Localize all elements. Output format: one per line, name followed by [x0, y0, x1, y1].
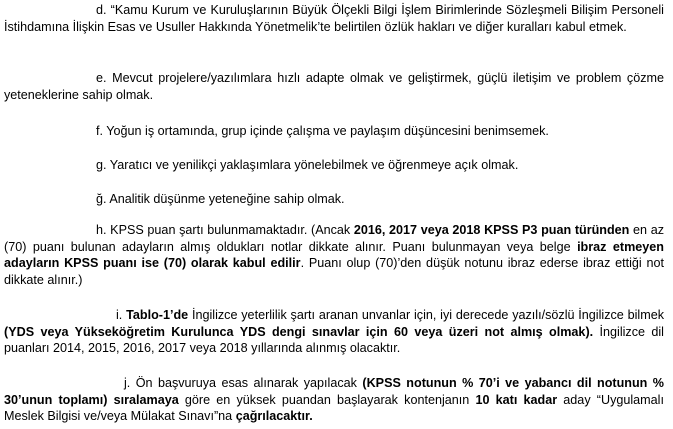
item-marker: j. — [124, 376, 131, 390]
item-marker: h. — [96, 223, 107, 237]
item-text: Yoğun iş ortamında, grup içinde çalışma ve paylaşım düşüncesini benimsemek. — [103, 124, 549, 138]
item-text-bold: (YDS veya Yükseköğretim Kurulunca YDS dengi sınavlar için 60 veya üzeri not almış olmak). — [4, 324, 594, 339]
item-text: Yaratıcı ve yenilikçi yaklaşımlara yönelebilmek ve öğrenmeye açık olmak. — [106, 158, 519, 172]
item-text-bold: (KPSS notunun % 70’i ve yabancı dil notunun % 30’unun toplamı) sıralamaya — [4, 376, 665, 407]
item-text: “Kamu Kurum ve Kuruluşlarının Büyük Ölçekli Bilgi İşlem Birimlerinde Sözleşmeli Bilişim Personeli İstihdamına İlişkin Esas ve Usuller Hakkında Yönetmelik’te belirtilen özlük hakları ve diğer kuralları kabul etmek. — [4, 3, 664, 34]
item-text: Mevcut projelere/yazılımlara hızlı adapte olmak ve geliştirmek, güçlü iletişim ve problem çözme yeteneklerine sahip olmak. — [4, 71, 664, 102]
item-text: Analitik düşünme yeteneğine sahip olmak. — [106, 192, 345, 206]
item-text-part: göre en yüksek puandan başlayarak kontenjanın — [178, 392, 476, 407]
item-text-bold: Tablo-1’de — [126, 308, 189, 322]
item-text-part: aday “Uygulamalı Meslek Bilgisi ve/veya Mülakat Sınavı”na — [4, 392, 664, 423]
list-item-e — [4, 70, 664, 103]
list-item-g-breve — [4, 191, 664, 208]
list-item-i — [4, 307, 664, 357]
item-marker: f. — [96, 124, 103, 138]
item-marker: d. — [96, 3, 107, 17]
list-item-f — [4, 123, 664, 140]
item-text-bold: 2016, 2017 veya 2018 KPSS P3 puan türünden — [353, 223, 630, 237]
item-text-part: İngilizce yeterlilik şartı aranan unvanlar için, iyi derecede yazılı/sözlü İngilizce bilmek — [188, 308, 664, 322]
item-marker: e. — [96, 71, 107, 85]
list-item-g — [4, 157, 664, 174]
item-text-part: İngilizce dil puanları 2014, 2015, 2016, 2017 veya 2018 yıllarında alınmış olacaktır. — [4, 324, 664, 355]
item-text-bold: ibraz etmeyen adayların KPSS puanı ise (70) olarak kabul edilir — [4, 239, 664, 270]
item-text-part: Ön başvuruya esas alınarak yapılacak — [130, 376, 363, 390]
item-text-part: . Puanı olup (70)’den düşük notunu ibraz ederse ibraz ettiği not dikkate alınır.) — [4, 256, 665, 287]
list-item-d — [4, 2, 664, 35]
item-marker: ğ. — [96, 192, 107, 206]
item-text-bold: 10 katı kadar — [475, 392, 558, 407]
item-text-bold: çağrılacaktır. — [235, 409, 313, 423]
item-marker: i. — [116, 308, 123, 322]
item-marker: g. — [96, 158, 107, 172]
item-text-part: en az (70) puanı bulunan adayların almış oldukları notlar dikkate alınır. Puanı bulunmayan veya belge — [4, 223, 665, 254]
item-text-part: KPSS puan şartı bulunmamaktadır. (Ancak — [106, 223, 354, 237]
list-item-h — [4, 222, 664, 288]
list-item-j — [4, 375, 664, 425]
